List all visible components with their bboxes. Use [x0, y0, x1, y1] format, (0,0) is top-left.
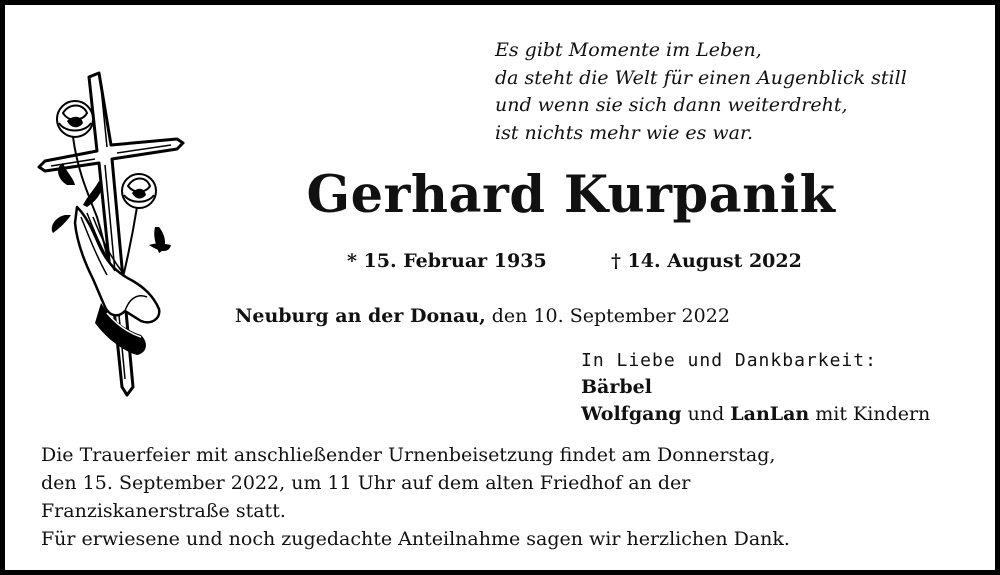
dateline-date: den 10. September 2022 — [485, 305, 730, 327]
life-dates — [347, 250, 802, 272]
cross-with-roses-and-praying-hands-icon — [37, 67, 197, 397]
announcement-line: Franziskanerstraße statt. — [41, 500, 286, 522]
announcement-line: Die Trauerfeier mit anschließender Urnenbeisetzung findet am Donnerstag, — [41, 444, 776, 466]
announcement-line: Für erwiesene und noch zugedachte Anteilnahme sagen wir herzlichen Dank. — [41, 528, 790, 550]
death-date: † 14. August 2022 — [611, 250, 802, 272]
poem — [495, 37, 907, 147]
mourner-name: Bärbel — [581, 376, 652, 398]
announcement-line: den 15. September 2022, um 11 Uhr auf dem alten Friedhof an der — [41, 472, 691, 494]
dateline — [235, 305, 730, 327]
mourners-conjunction: und — [681, 403, 731, 425]
mourners-intro: In Liebe und Dankbarkeit: — [581, 350, 877, 371]
poem-line: und wenn sie sich dann weiterdreht, — [495, 94, 848, 116]
birth-date: * 15. Februar 1935 — [347, 250, 547, 272]
mourner-name: LanLan — [730, 403, 810, 425]
dateline-place: Neuburg an der Donau, — [235, 305, 486, 327]
mourners-block — [581, 347, 930, 428]
poem-line: Es gibt Momente im Leben, — [495, 39, 762, 61]
poem-line: ist nichts mehr wie es war. — [495, 121, 754, 144]
mourner-name: Wolfgang — [581, 403, 682, 425]
mourners-suffix: mit Kindern — [809, 403, 931, 425]
poem-line: da steht die Welt für einen Augenblick still — [495, 66, 907, 89]
funeral-announcement — [41, 441, 790, 553]
deceased-name: Gerhard Kurpanik — [306, 165, 836, 225]
